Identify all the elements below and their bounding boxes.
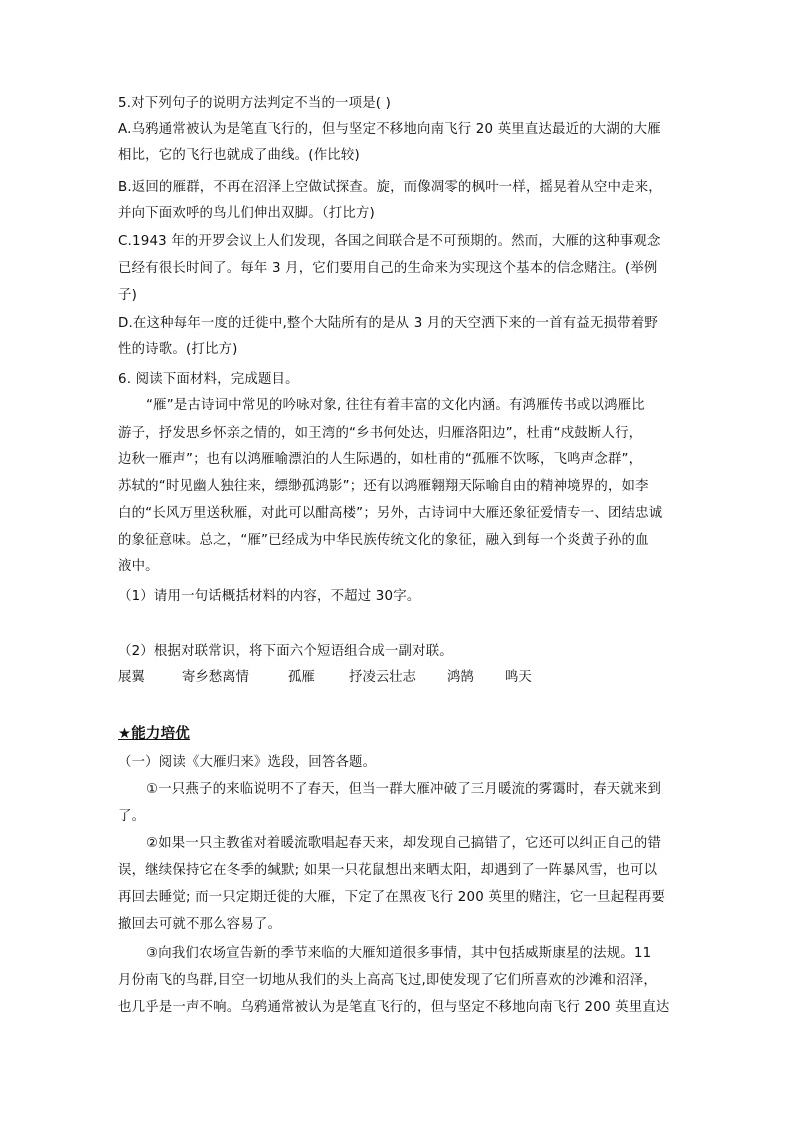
q5-option-d-line1: D.在这种每年一度的迁徙中,整个大陆所有的是从 3 月的天空洒下来的一首有益无损带着野: [118, 316, 658, 331]
q5-option-a-line1: A.乌鸦通常被认为是笔直飞行的，但与坚定不移地向南飞行 20 英里直达最近的大湖的大雁: [118, 122, 661, 137]
q5-option-c-line2: 已经有很长时间了。每年 3 月，它们要用自己的生命来为实现这个基本的信念赌注。(举例: [118, 261, 658, 276]
q5-option-c-line1: C.1943 年的开罗会议上人们发现，各国之间联合是不可预期的。然而，大雁的这种事观念: [118, 234, 661, 249]
q6-material-line7: 液中。: [118, 559, 159, 574]
passage-p3-line3: 也几乎是一声不响。乌鸦通常被认为是笔直飞行的，但与坚定不移地向南飞行 200 英里直达: [118, 1000, 670, 1015]
passage-p3-line2: 月份南飞的鸟群,目空一切地从我们的头上高高飞过,即使发现了它们所喜欢的沙滩和沼泽，: [118, 973, 657, 988]
phrase: 展翼: [118, 670, 145, 685]
q6-material-line5: 白的“长风万里送秋雁，对此可以酣高楼”；另外，古诗词中大雁还象征爱情专一、团结忠诚: [118, 506, 663, 521]
q5-option-b-line2: 并向下面欢呼的鸟儿们伸出双脚。（打比方): [118, 206, 375, 221]
q6-material-line3: 边秋一雁声”；也有以鸿雁喻漂泊的人生际遇的，如杜甫的“孤雁不饮啄，飞鸣声念群”，: [118, 452, 643, 467]
passage-p3-line1: ③向我们农场宣告新的季节来临的大雁知道很多事情，其中包括威斯康星的法规。11: [146, 946, 652, 961]
q6-sub1: （1）请用一句话概括材料的内容，不超过 30字。: [118, 589, 421, 604]
q6-material-line6: 的象征意味。总之，“雁”已经成为中华民族传统文化的象征，融入到每一个炎黄子孙的血: [118, 533, 649, 548]
phrase: 孤雁: [288, 670, 315, 685]
q6-stem: 6. 阅读下面材料，完成题目。: [118, 372, 299, 387]
passage-p1-line1: ①一只燕子的来临说明不了春天，但当一群大雁冲破了三月暖流的雾霭时，春天就来到: [146, 782, 662, 797]
q5-option-b-line1: B.返回的雁群，不再在沼泽上空做试探查。旋，而像凋零的枫叶一样，摇晃着从空中走来，: [118, 180, 662, 195]
q6-material-line2: 游子，抒发思乡怀亲之情的，如王湾的“乡书何处达，归雁洛阳边”，杜甫“戍鼓断人行，: [118, 426, 643, 441]
phrase: 抒凌云壮志: [349, 670, 416, 685]
q5-stem: 5.对下列句子的说明方法判定不当的一项是( ): [118, 96, 392, 111]
passage-p2-line2: 误，继续保持它在冬季的缄默; 如果一只花鼠想出来晒太阳，却遇到了一阵暴风雪，也可以: [118, 863, 658, 878]
q5-option-a-line2: 相比，它的飞行也就成了曲线。(作比较): [118, 148, 360, 163]
phrase: 鸣天: [505, 670, 532, 685]
section-heading: ★能力培优: [118, 726, 190, 742]
q6-material-line4: 苏轼的“时见幽人独往来，缥缈孤鸿影”；还有以鸿雁翱翔天际喻自由的精神境界的，如李: [118, 479, 649, 494]
q5-option-d-line2: 性的诗歌。(打比方): [118, 342, 238, 357]
section-part-title: （一）阅读《大雁归来》选段，回答各题。: [118, 755, 377, 770]
passage-p2-line4: 撤回去可就不那么容易了。: [118, 917, 282, 932]
passage-p1-line2: 了。: [118, 809, 146, 824]
q6-sub2: （2）根据对联常识，将下面六个短语组合成一副对联。: [118, 644, 453, 659]
phrase: 寄乡愁离情: [182, 670, 249, 685]
q6-material-line1: “雁”是古诗词中常见的吟咏对象, 往往有着丰富的文化内涵。有鸿雁传书或以鸿雁比: [146, 398, 645, 413]
passage-p2-line3: 再回去睡觉; 而一只定期迁徙的大雁，下定了在黑夜飞行 200 英里的赌注，它一旦起程再要: [118, 890, 666, 905]
phrase: 鸿鹄: [447, 670, 474, 685]
passage-p2-line1: ②如果一只主教雀对着暖流歌唱起春天来，却发现自己搞错了，它还可以纠正自己的错: [146, 836, 662, 851]
q5-option-c-line3: 子): [118, 288, 138, 303]
